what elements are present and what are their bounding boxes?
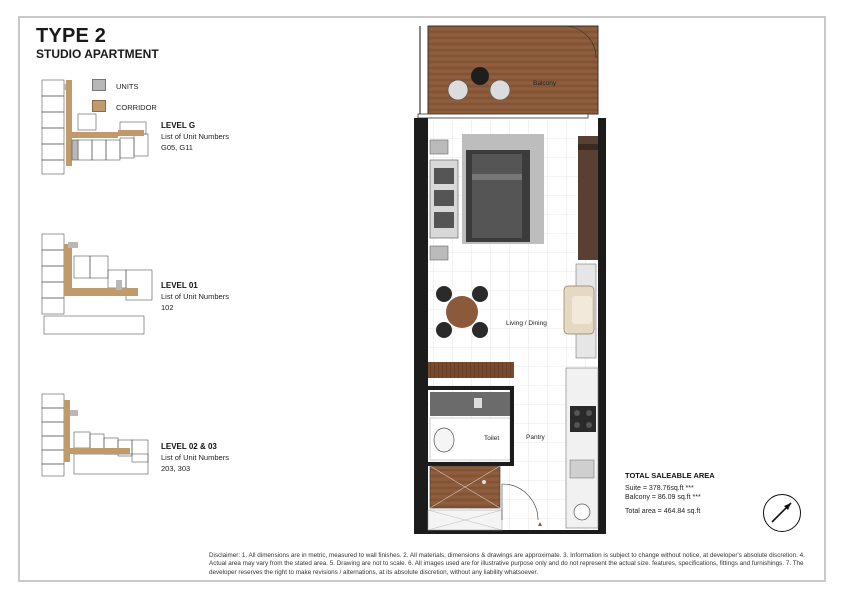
level-g-info: [161, 120, 229, 153]
label-toilet: Toilet: [484, 435, 500, 442]
label-living-dining: Living / Dining: [506, 320, 547, 327]
wardrobe: [578, 136, 598, 260]
wood-slat-partition: [428, 362, 514, 378]
key-plan-level-02-03: [38, 390, 153, 480]
label-pantry: Pantry: [526, 434, 545, 441]
level-g-unit-numbers: G05, G11: [161, 143, 193, 152]
key-plan-level-g: [38, 74, 153, 179]
legend-corridor-label: CORRIDOR: [116, 103, 157, 112]
level-g-title: LEVEL G: [161, 121, 196, 130]
level-02-03-list-label: List of Unit Numbers: [161, 453, 229, 462]
label-balcony: Balcony: [533, 80, 557, 87]
key-plan-level-01: [38, 230, 158, 340]
page-title: TYPE 2: [36, 25, 107, 47]
suite-area: Suite = 378.76sq.ft ***: [625, 485, 694, 492]
sink: [570, 460, 594, 478]
level-01-list-label: List of Unit Numbers: [161, 292, 229, 301]
level-02-03-info: [161, 441, 229, 474]
balcony-chair-left: [448, 80, 468, 100]
balcony-table: [471, 67, 489, 85]
dining-table: [446, 296, 478, 328]
legend-units-label: UNITS: [116, 82, 139, 91]
wc: [434, 428, 454, 452]
vanity: [430, 392, 510, 416]
cooktop: [570, 406, 596, 432]
saleable-area-heading: TOTAL SALEABLE AREA: [625, 471, 715, 480]
north-arrow-icon: [763, 494, 801, 532]
total-area: Total area = 464.84 sq.ft: [625, 508, 701, 515]
balcony-chair-right: [490, 80, 510, 100]
floor-plan: [414, 24, 614, 536]
level-02-03-title: LEVEL 02 & 03: [161, 442, 217, 451]
page-subtitle: STUDIO APARTMENT: [36, 47, 159, 61]
balcony-floor: [428, 26, 598, 114]
level-g-list-label: List of Unit Numbers: [161, 132, 229, 141]
saleable-area: [625, 471, 715, 516]
balcony-area: Balcony = 86.09 sq.ft ***: [625, 494, 701, 501]
level-02-03-unit-numbers: 203, 303: [161, 464, 191, 473]
disclaimer-text: Disclaimer: 1. All dimensions are in metric, measured to wall finishes. 2. All materials, dimensions & drawings are approximate. 3. Information is subject to change without notice, at developer's absolute discretion. 4. Actual area may vary from the stated area. 5. Drawing are not to scale. 6. All images used are for illustrative purpose only and do not represent the actual size. features, specifications, fittings and furnishings. 7. The developer reserves the right to make revisions / alternations, at its absolute discretion, without any liability whatsoever.: [209, 552, 805, 576]
level-01-unit-numbers: 102: [161, 303, 174, 312]
level-01-info: [161, 280, 229, 313]
level-01-title: LEVEL 01: [161, 281, 198, 290]
